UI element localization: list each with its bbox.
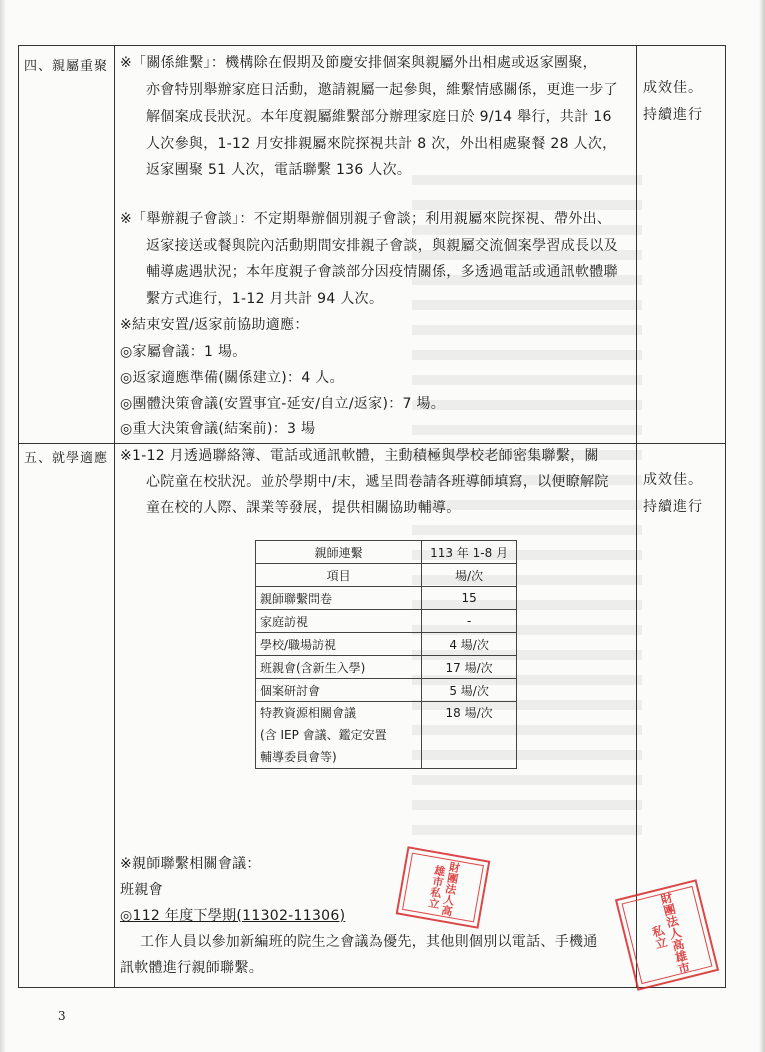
- text-line: 解個案成長狀況。本年度親屬維繫部分辦理家庭日於 9/14 舉行，共計 16: [146, 109, 612, 125]
- table-row: [256, 702, 517, 769]
- text-line: ◎團體決策會議(安置事宜-延安/自立/返家)：7 場。: [120, 396, 446, 412]
- text-line: ◎112 年度下學期(11302-11306): [120, 908, 346, 924]
- table-subheader-row: [256, 564, 517, 587]
- scan-edge-left: [0, 0, 6, 1052]
- table-cell-line: (含 IEP 會議、鑑定安置: [260, 728, 387, 742]
- text-line: 工作人員以參加新編班的院生之會議為優先，其他則個別以電話、手機通: [140, 934, 598, 950]
- table-header-cell: 場/次: [422, 564, 517, 587]
- table-row: [256, 633, 517, 656]
- table-cell: -: [422, 610, 517, 633]
- table-row: [256, 587, 517, 610]
- table-header-row: [256, 541, 517, 564]
- text-line: ※1-12 月透過聯絡簿、電話或通訊軟體，主動積極與學校老師密集聯繫，關: [120, 448, 599, 464]
- text-line: 人次參與，1-12 月安排親屬來院探視共計 8 次，外出相處聚餐 28 人次，: [146, 136, 617, 152]
- text-line: 童在校的人際、課業等發展，提供相關協助輔導。: [146, 500, 461, 516]
- scan-edge-right: [759, 0, 765, 1052]
- text-line: 返家接送或餐與院內活動期間安排親子會談，與親屬交流個案學習成長以及: [146, 238, 618, 254]
- effect-line-2: 持續進行: [643, 499, 703, 515]
- table-cell: 18 場/次: [422, 702, 517, 769]
- table-row: [256, 656, 517, 679]
- table-cell: 5 場/次: [422, 679, 517, 702]
- table-cell: 個案研討會: [256, 679, 422, 702]
- table-header-cell: 項目: [256, 564, 422, 587]
- effect-line-1: 成效佳。: [643, 80, 703, 96]
- text-line: 心院童在校狀況。並於學期中/末，遞呈問卷請各班導師填寫，以便瞭解院: [146, 474, 609, 490]
- section-category: 四、親屬重聚: [24, 59, 109, 74]
- text-line: ※「關係維繫」：機構除在假期及節慶安排個案與親屬外出相處或返家團聚，: [120, 55, 597, 71]
- text-line: 亦會特別舉辦家庭日活動，邀請親屬一起參與，維繫情感關係，更進一步了: [146, 82, 618, 98]
- table-cell: 17 場/次: [422, 656, 517, 679]
- report-table: [18, 45, 726, 988]
- table-row: [256, 679, 517, 702]
- text-line: 返家團聚 51 人次，電話聯繫 136 人次。: [146, 162, 412, 178]
- section-category: 五、就學適應: [24, 451, 109, 466]
- table-header-cell: 親師連繫: [256, 541, 422, 564]
- text-line: 輔導處遇狀況；本年度親子會談部分因疫情關係，多透過電話或通訊軟體聯: [146, 264, 618, 280]
- table-cell-line: 特教資源相關會議: [260, 706, 357, 720]
- text-line: ※親師聯繫相關會議：: [120, 856, 261, 872]
- text-line: ◎重大決策會議(結案前)：3 場: [120, 421, 316, 437]
- text-line: ※「舉辦親子會談」：不定期舉辦個別親子會談；利用親屬來院探視、帶外出、: [120, 211, 612, 227]
- page-number: 3: [58, 1009, 66, 1023]
- text-line: 班親會: [120, 882, 163, 898]
- effect-line-1: 成效佳。: [643, 472, 703, 488]
- column-divider: [114, 46, 115, 987]
- table-cell: 學校/職場訪視: [256, 633, 422, 656]
- table-cell-line: 輔導委員會等): [260, 750, 337, 764]
- column-divider: [636, 46, 637, 987]
- table-cell: 親師聯繫問卷: [256, 587, 422, 610]
- parent-teacher-table: [255, 540, 517, 769]
- table-header-cell: 113 年 1-8 月: [422, 541, 517, 564]
- text-line: ◎家屬會議：1 場。: [120, 344, 247, 360]
- text-line: ※結束安置/返家前協助適應：: [120, 317, 309, 333]
- table-row: [256, 610, 517, 633]
- table-cell: 家庭訪視: [256, 610, 422, 633]
- effect-line-2: 持續進行: [643, 107, 703, 123]
- text-line: 訊軟體進行親師聯繫。: [120, 960, 263, 976]
- table-cell: 4 場/次: [422, 633, 517, 656]
- seal-text: 財團法人高雄市私立: [426, 860, 462, 918]
- table-cell: [256, 702, 422, 769]
- text-line: 繫方式進行，1-12 月共計 94 人次。: [146, 291, 384, 307]
- table-cell: 15: [422, 587, 517, 610]
- table-cell: 班親會(含新生入學): [256, 656, 422, 679]
- seal-border-icon: [398, 849, 488, 927]
- red-seal-stamp: [396, 846, 491, 929]
- seal-text: 財團法人高雄市私立: [649, 890, 692, 976]
- text-line: ◎返家適應準備(關係建立)：4 人。: [120, 370, 344, 386]
